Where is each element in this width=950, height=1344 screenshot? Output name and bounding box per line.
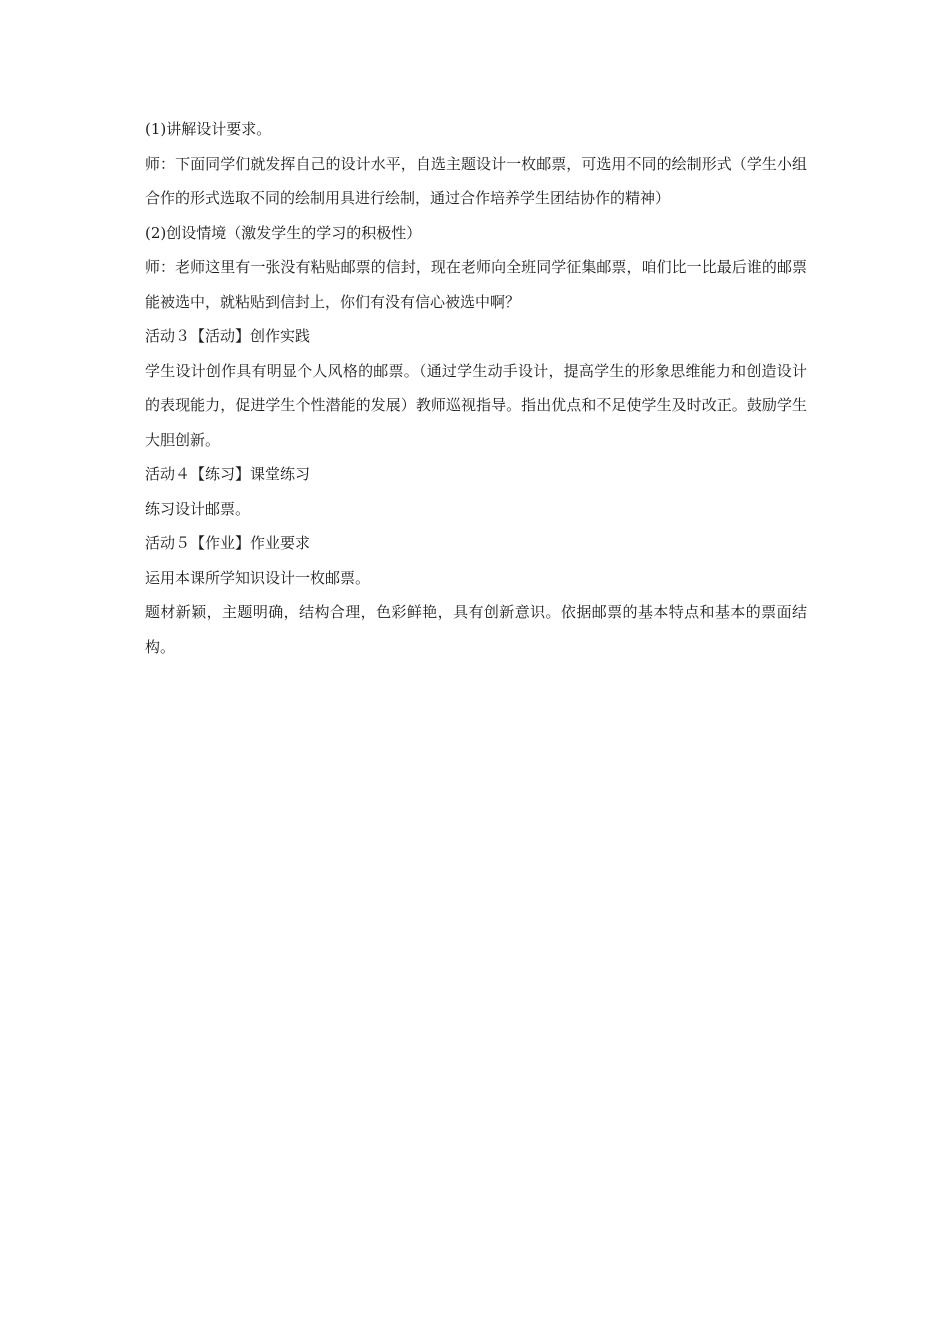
paragraph-create-scenario: (2)创设情境（激发学生的学习的积极性） bbox=[145, 223, 422, 242]
paragraph-homework-criteria: 题材新颖，主题明确，结构合理，色彩鲜艳，具有创新意识。依据邮票的基本特点和基本的票面结构。 bbox=[145, 603, 807, 656]
heading-activity-4: 活动４【练习】课堂练习 bbox=[145, 465, 311, 483]
paragraph-student-creation: 学生设计创作具有明显个人风格的邮票。（通过学生动手设计，提高学生的形象思维能力和创造设计的表现能力，促进学生个性潜能的发展）教师巡视指导。指出优点和不足使学生及时改正。鼓励学生大胆创新。 bbox=[145, 361, 807, 449]
heading-activity-5: 活动５【作业】作业要求 bbox=[145, 534, 311, 552]
paragraph-teacher-envelope: 师：老师这里有一张没有粘贴邮票的信封，现在老师向全班同学征集邮票，咱们比一比最后谁的邮票能被选中，就粘贴到信封上，你们有没有信心被选中啊？ bbox=[145, 258, 807, 311]
document-body bbox=[145, 112, 807, 664]
paragraph-practice: 练习设计邮票。 bbox=[145, 499, 251, 518]
heading-activity-3: 活动３【活动】创作实践 bbox=[145, 327, 311, 345]
paragraph-design-requirements: (1)讲解设计要求。 bbox=[145, 120, 272, 138]
paragraph-homework: 运用本课所学知识设计一枚邮票。 bbox=[145, 568, 371, 587]
paragraph-teacher-instruction: 师：下面同学们就发挥自己的设计水平，自选主题设计一枚邮票，可选用不同的绘制形式（学生小组合作的形式选取不同的绘制用具进行绘制，通过合作培养学生团结协作的精神） bbox=[145, 154, 807, 207]
